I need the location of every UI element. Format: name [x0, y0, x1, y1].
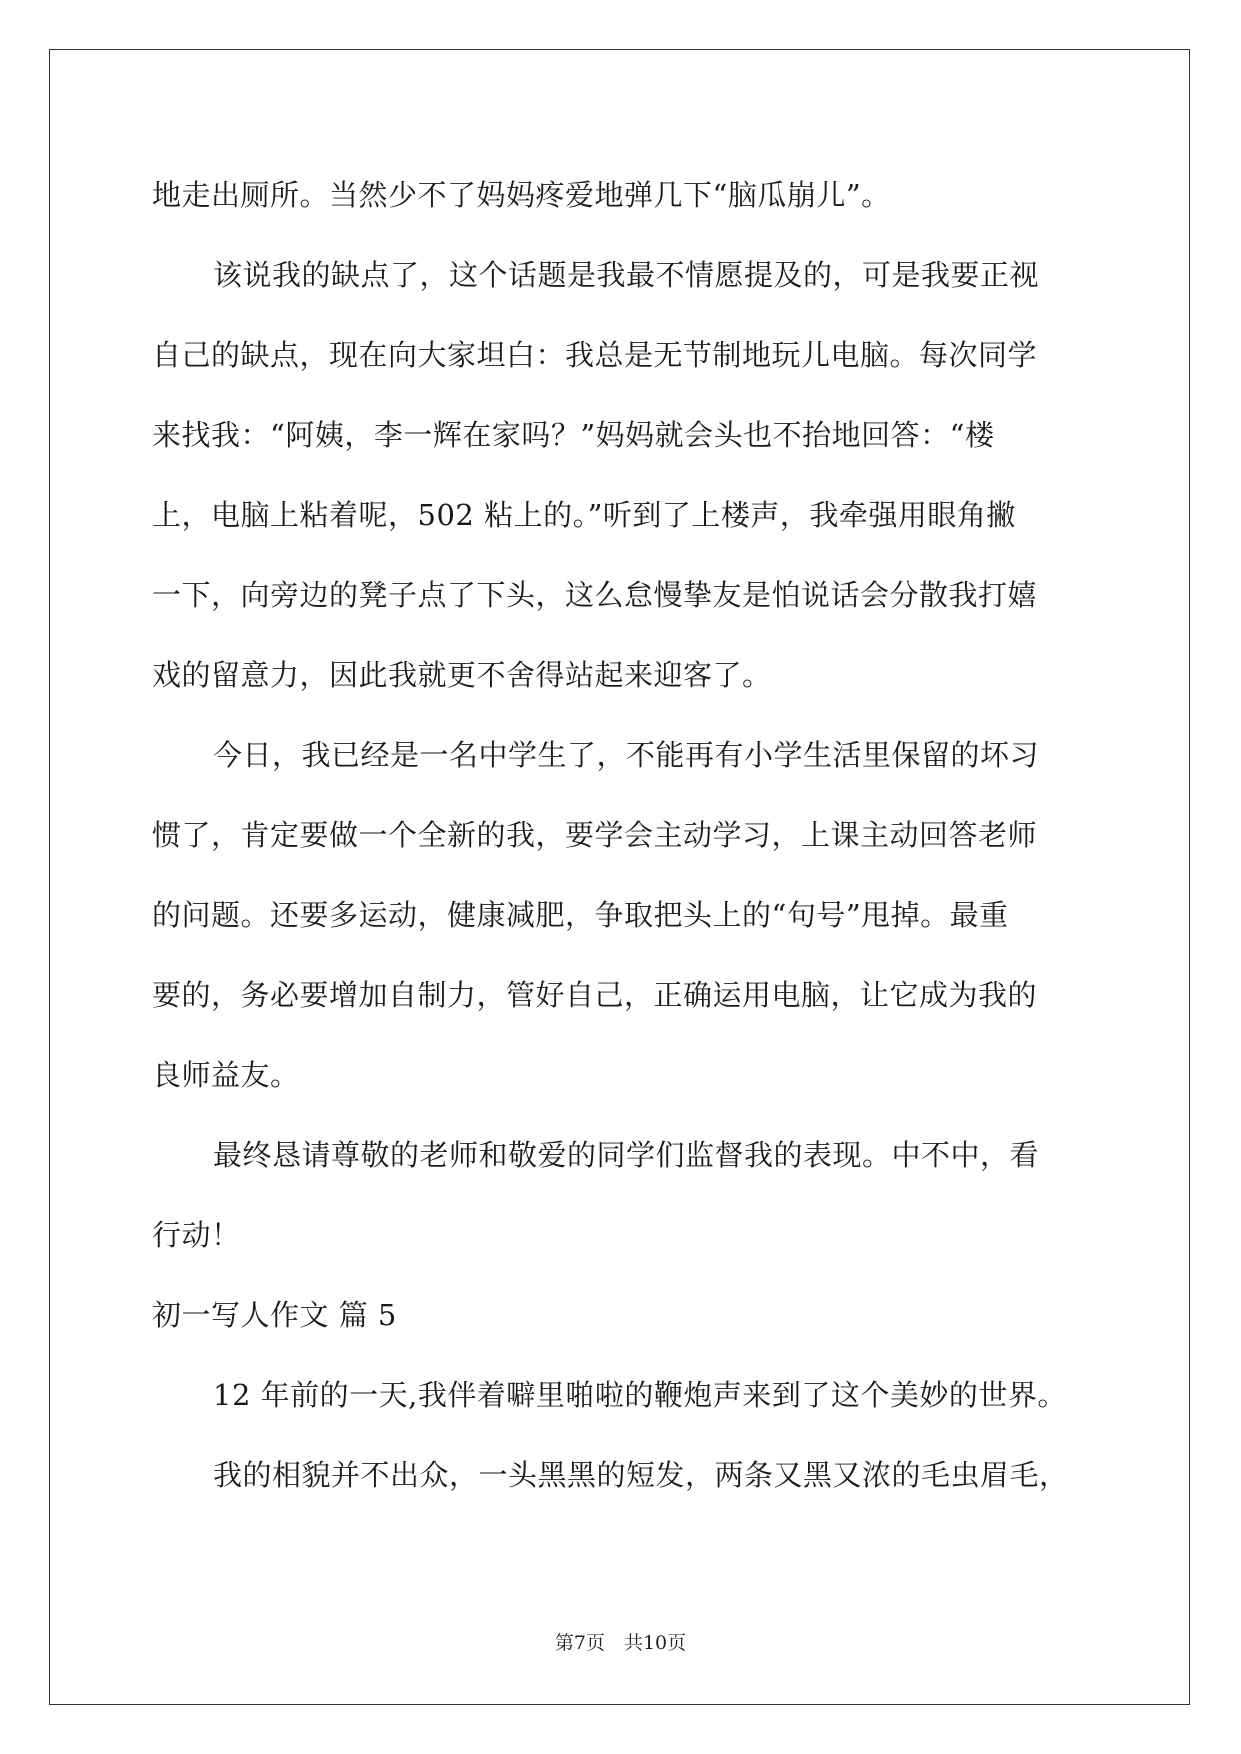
text-line: 一下，向旁边的凳子点了下头，这么怠慢挚友是怕说话会分散我打嬉	[152, 578, 1038, 612]
text-line: 上，电脑上粘着呢，502 粘上的。”听到了上楼声，我牵强用眼角撇	[152, 498, 1016, 532]
text-line: 该说我的缺点了，这个话题是我最不情愿提及的，可是我要正视	[213, 258, 1040, 292]
page-number-footer: 第7页 共10页	[554, 1632, 687, 1654]
text-line: 戏的留意力，因此我就更不舍得站起来迎客了。	[152, 658, 772, 692]
text-line: 良师益友。	[152, 1058, 300, 1092]
text-line: 最终恳请尊敬的老师和敬爱的同学们监督我的表现。中不中，看	[213, 1138, 1040, 1172]
text-line: 自己的缺点，现在向大家坦白：我总是无节制地玩儿电脑。每次同学	[152, 338, 1038, 372]
text-line: 要的，务必要增加自制力，管好自己，正确运用电脑，让它成为我的	[152, 978, 1038, 1012]
text-line: 今日，我已经是一名中学生了，不能再有小学生活里保留的坏习	[213, 738, 1040, 772]
text-line: 12 年前的一天,我伴着噼里啪啦的鞭炮声来到了这个美妙的世界。	[213, 1378, 1067, 1412]
text-line: 我的相貌并不出众，一头黑黑的短发，两条又黑又浓的毛虫眉毛，	[213, 1458, 1069, 1492]
text-line: 惯了，肯定要做一个全新的我，要学会主动学习，上课主动回答老师	[152, 818, 1038, 852]
text-line: 来找我：“阿姨，李一辉在家吗？”妈妈就会头也不抬地回答：“楼	[152, 418, 995, 452]
text-line: 的问题。还要多运动，健康减肥，争取把头上的“句号”甩掉。最重	[152, 898, 1009, 932]
text-line: 行动！	[152, 1218, 241, 1252]
text-line: 地走出厕所。当然少不了妈妈疼爱地弹几下“脑瓜崩儿”。	[152, 178, 891, 212]
section-heading: 初一写人作文 篇 5	[152, 1298, 397, 1332]
